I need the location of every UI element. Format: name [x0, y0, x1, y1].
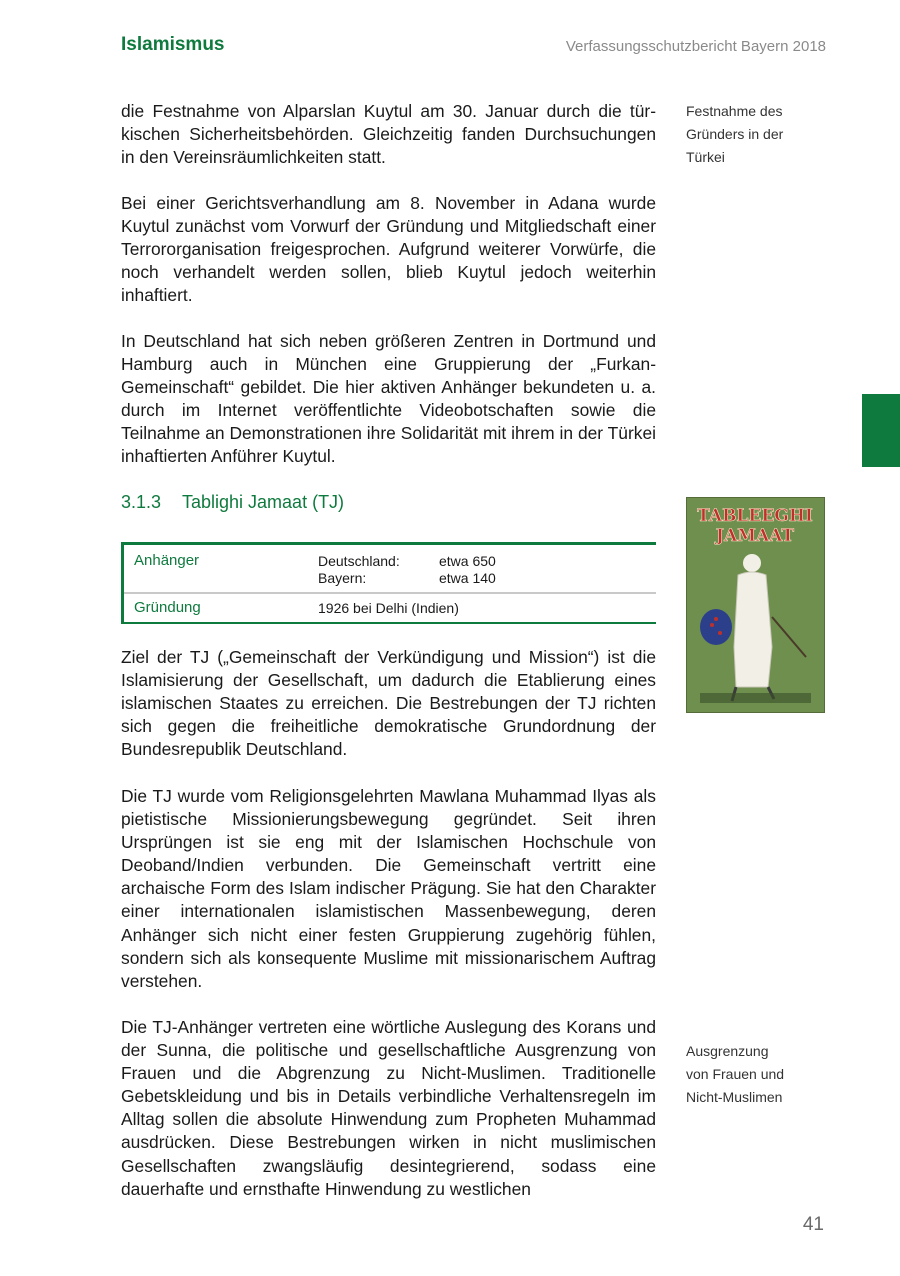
figure-robe: [734, 572, 772, 687]
paragraph-goal: Ziel der TJ („Gemeinschaft der Verkündigung und Mission“) ist die Islamisierung der Gesellschaft, um dadurch die Etablierung eines islamischen Staates zu erreichen. Die Bestrebungen der TJ richten sich gegen die freiheitliche demokratische Grundordnung der Bundesrepublik Deutschland.: [121, 647, 656, 760]
page-number: 41: [802, 1214, 824, 1235]
cover-title-line2: JAMAAT: [715, 526, 795, 546]
margin-note-line: Türkei: [686, 149, 725, 165]
margin-note-line: Festnahme des: [686, 103, 783, 119]
margin-note-line: Gründers in der: [686, 126, 784, 142]
paragraph-practices: Die TJ-Anhänger vertreten eine wörtliche Auslegung des Korans und der Sunna, die politische und gesellschaftliche Ausgrenzung von Frauen und die Abgrenzung zu Nicht-Muslimen. Traditionelle Gebetskleidung und bis in Details verbindliche Verhaltensregeln im Alltag sollen die absolute Hinwendung zum Propheten Muhammad ausdrücken. Diese Bestrebungen wirken in nicht muslimischen Gesellschaften zwangsläufig desintegrierend, sodass eine dauerhafte und ernsthafte Hinwendung zu westlichen: [121, 1017, 656, 1199]
margin-note-line: Nicht-Muslimen: [686, 1089, 783, 1105]
germany-label: Deutschland:: [318, 553, 400, 569]
bag-dot: [718, 631, 722, 635]
bavaria-label: Bayern:: [318, 570, 367, 586]
section-header: Islamismus: [121, 34, 225, 55]
publication-title: Verfassungsschutzbericht Bayern 2018: [565, 38, 826, 55]
cover-bottom-band: [700, 693, 811, 703]
section-number: 3.1.3: [121, 492, 162, 512]
margin-note-line: Ausgrenzung: [686, 1043, 769, 1059]
facts-mid-rule: [124, 592, 656, 594]
section-title: Tablighi Jamaat (TJ): [182, 492, 345, 512]
germany-value: etwa 650: [439, 553, 496, 569]
followers-label: Anhänger: [134, 552, 200, 569]
cover-title-line1: TABLEEGHI: [697, 506, 813, 526]
founding-value: 1926 bei Delhi (Indien): [318, 600, 459, 616]
figure-bag: [700, 609, 732, 645]
facts-table: [121, 542, 656, 624]
bavaria-value: etwa 140: [439, 570, 496, 586]
section-heading: [121, 492, 344, 513]
bag-dot: [710, 623, 714, 627]
margin-note-arrest: [686, 100, 836, 169]
margin-note-line: von Frauen und: [686, 1066, 785, 1082]
figure-head: [743, 554, 761, 572]
paragraph-trial: Bei einer Gerichtsverhandlung am 8. November in Adana wurde Kuytul zunächst vom Vorwurf der Gründung und Mitgliedschaft einer Terrororganisation freigesprochen. Aufgrund weiterer Vorwürfe, die noch verhandelt werden sollen, blieb Kuytul jedoch weiterhin inhaftiert.: [121, 193, 656, 306]
tablighi-jamaat-cover-image: [686, 497, 825, 713]
margin-note-exclusion: [686, 1040, 836, 1109]
paragraph-history: Die TJ wurde vom Religionsgelehrten Mawlana Muhammad Ilyas als pietistische Missionierungsbewegung gegründet. Seit ihren Ursprüngen ist sie eng mit der Islamischen Hochschule von Deoband/Indien verbunden. Die Gemeinschaft vertritt eine archaische Form des Islam indischer Prägung. Sie hat den Charakter einer internationalen islamistischen Massenbewegung, deren Anhänger sich nicht einer festen Gruppierung zugehörig fühlen, sondern sich als konsequente Muslime mit missionarischem Auftrag verstehen.: [121, 786, 656, 991]
paragraph-germany: In Deutschland hat sich neben größeren Zentren in Dortmund und Hamburg auch in München eine Gruppierung der „Furkan-Gemeinschaft“ gebildet. Die hier aktiven Anhänger bekundeten u. a. durch im Internet veröffentlichte Videobotschaften sowie die Teilnahme an Demonstrationen ihre Solidarität mit ihrem in der Türkei inhaftierten Anführer Kuytul.: [121, 331, 656, 467]
paragraph-arrest: die Festnahme von Alparslan Kuytul am 30. Januar durch die türkischen Sicherheitsbehörden. Gleichzeitig fanden Durchsuchungen in den Vereinsräumlichkeiten statt.: [121, 101, 656, 168]
facts-bottom-rule: [121, 622, 656, 624]
founding-label: Gründung: [134, 599, 201, 616]
bag-dot: [714, 617, 718, 621]
facts-top-rule: [121, 542, 656, 545]
chapter-tab-marker: [862, 394, 900, 467]
